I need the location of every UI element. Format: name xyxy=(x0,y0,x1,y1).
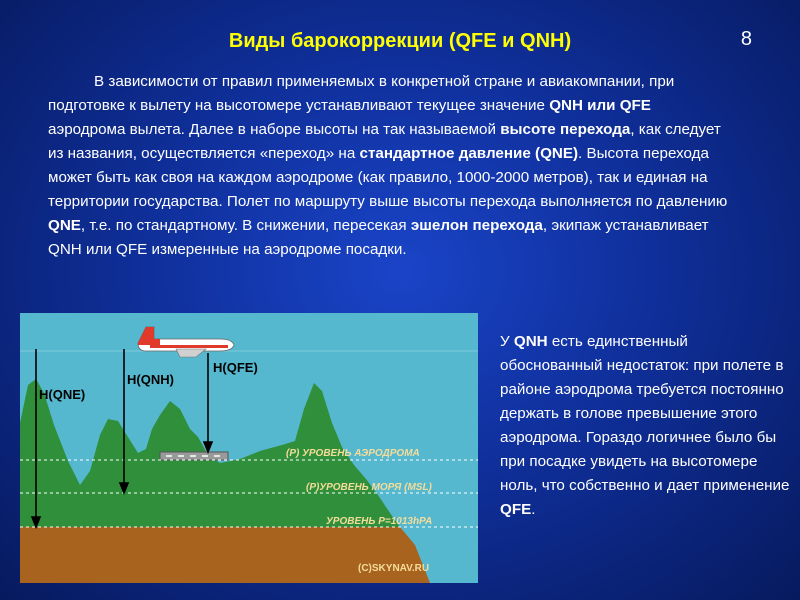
paragraph-text: . Высота перехода может быть как своя на каждом аэродроме (как правило, 1000-2000 метров), так и единая на территории государства. Полет по маршруту выше высоты перехода выполняется по давлению xyxy=(48,145,728,210)
label-qfe: H(QFE) xyxy=(213,360,258,375)
label-qnh: H(QNH) xyxy=(127,372,174,387)
label-sea-level: (P)УРОВЕНЬ МОРЯ (MSL) xyxy=(306,482,432,493)
credit-watermark: (C)SKYNAV.RU xyxy=(358,563,430,574)
paragraph-bold-qne: QNE xyxy=(48,217,81,234)
paragraph-bold-transition-altitude: высоте перехода xyxy=(500,121,631,138)
paragraph-text: аэродрома вылета. Далее в наборе высоты на так называемой xyxy=(48,121,501,138)
side-note-text: У xyxy=(500,333,514,350)
ground-layer xyxy=(20,527,430,583)
paragraph-bold-qnh-qfe: QNH или QFE xyxy=(549,97,651,114)
paragraph-bold-standard-pressure: стандартное давление (QNE) xyxy=(359,145,579,162)
paragraph-text: В зависимости от правил применяемых в конкретной стране и авиакомпании, при подготовке к вылету на высотомере устанавливают текущее значение xyxy=(48,73,675,114)
slide-title: Виды барокоррекции (QFE и QNH) xyxy=(228,30,572,52)
side-note-bold-qnh: QNH xyxy=(513,333,548,350)
paragraph-text: , т.е. по стандартному. В снижении, пересекая xyxy=(80,217,411,234)
label-qne: H(QNE) xyxy=(39,387,86,402)
label-aerodrome-level: (P) УРОВЕНЬ АЭРОДРОМА xyxy=(286,448,420,459)
side-note xyxy=(500,330,792,522)
side-note-text: есть единственный обоснованный недостаток: при полете в районе аэродрома требуется постоянно держать в голове превышение этого аэродрома. Гораздо логичнее было бы при посадке увидеть на высотомере ноль, что собственно и дает применение xyxy=(500,333,790,494)
paragraph-text: , экипаж устанавливает QNH или QFE измеренные на аэродроме посадки. xyxy=(48,217,709,258)
main-paragraph xyxy=(48,70,728,262)
side-note-text: . xyxy=(531,501,536,518)
altimeter-diagram-svg xyxy=(20,313,478,583)
paragraph-bold-transition-level: эшелон перехода xyxy=(410,217,543,234)
side-note-bold-qfe: QFE xyxy=(500,501,532,518)
paragraph-text: , как следует из названия, осуществляется «переход» на xyxy=(48,121,721,162)
slide-number: 8 xyxy=(740,28,752,50)
altimeter-diagram xyxy=(20,313,478,583)
label-standard-level: УРОВЕНЬ P=1013hPA xyxy=(326,516,433,527)
